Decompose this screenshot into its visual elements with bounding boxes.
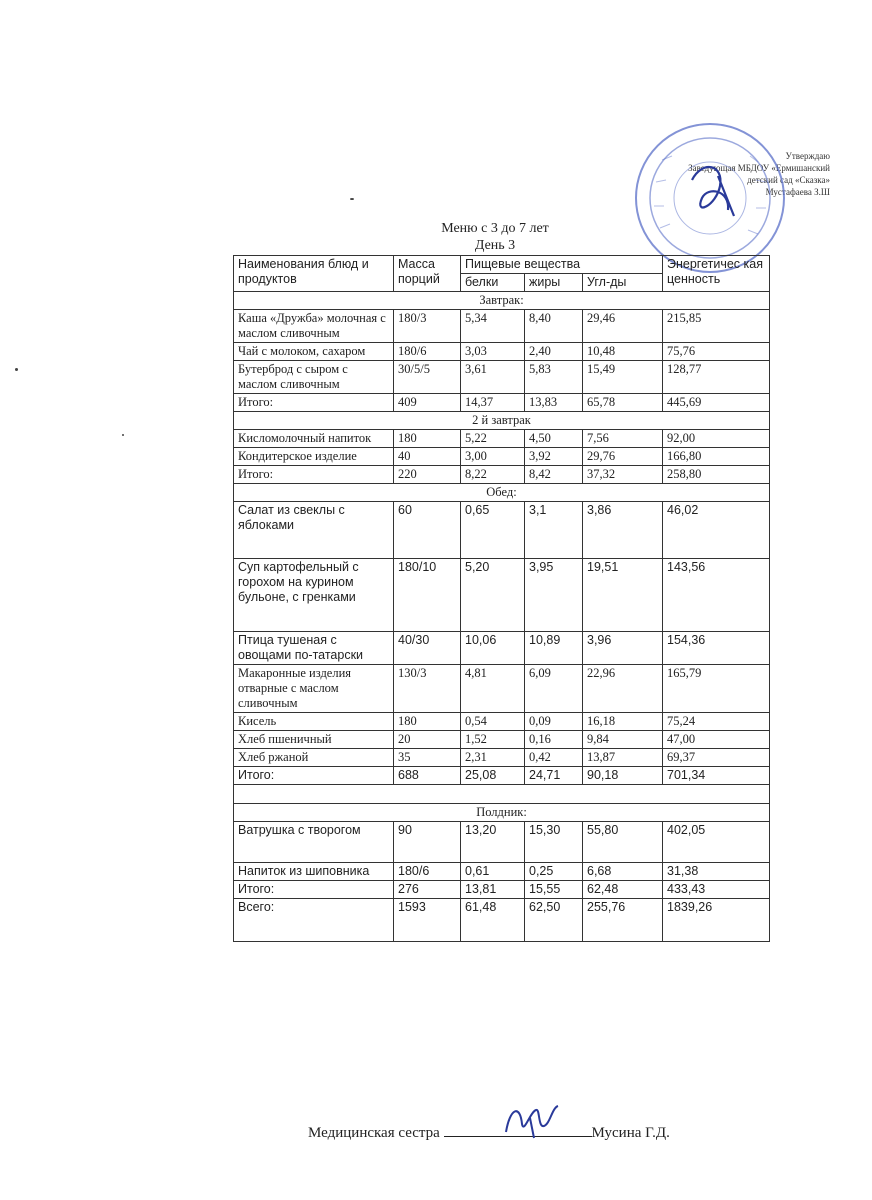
- section-title: Полдник:: [234, 804, 770, 822]
- cell-fat: 24,71: [525, 767, 583, 785]
- cell-name: Суп картофельный с горохом на курином бульоне, с гренками: [234, 559, 394, 632]
- cell-carbs: 6,68: [583, 863, 663, 881]
- cell-name: Чай с молоком, сахаром: [234, 343, 394, 361]
- cell-protein: 4,81: [461, 665, 525, 713]
- grand-total-row: [234, 899, 770, 942]
- cell-protein: 1,52: [461, 731, 525, 749]
- section-title: 2 й завтрак: [234, 412, 770, 430]
- table-row: [234, 863, 770, 881]
- cell-mass: 180: [394, 713, 461, 731]
- cell-carbs: 29,76: [583, 448, 663, 466]
- cell-name: Ватрушка с творогом: [234, 822, 394, 863]
- table-row: [234, 502, 770, 559]
- cell-energy: 128,77: [663, 361, 770, 394]
- cell-fat: 3,95: [525, 559, 583, 632]
- cell-carbs: 62,48: [583, 881, 663, 899]
- total-mass: 1593: [394, 899, 461, 942]
- header-carbs: Угл-ды: [583, 274, 663, 292]
- cell-fat: 3,1: [525, 502, 583, 559]
- cell-name: Хлеб ржаной: [234, 749, 394, 767]
- cell-energy: 47,00: [663, 731, 770, 749]
- cell-protein: 25,08: [461, 767, 525, 785]
- cell-carbs: 7,56: [583, 430, 663, 448]
- cell-mass: 40: [394, 448, 461, 466]
- cell-name: Итого:: [234, 881, 394, 899]
- cell-fat: 13,83: [525, 394, 583, 412]
- cell-name: Хлеб пшеничный: [234, 731, 394, 749]
- cell-fat: 15,55: [525, 881, 583, 899]
- table-row: [234, 466, 770, 484]
- total-energy: 1839,26: [663, 899, 770, 942]
- day-label: День 3: [474, 238, 516, 253]
- cell-carbs: 55,80: [583, 822, 663, 863]
- cell-energy: 258,80: [663, 466, 770, 484]
- cell-mass: 180/6: [394, 863, 461, 881]
- cell-name: Итого:: [234, 394, 394, 412]
- cell-mass: 220: [394, 466, 461, 484]
- table-row: [234, 361, 770, 394]
- cell-name: Бутерброд с сыром с маслом сливочным: [234, 361, 394, 394]
- cell-protein: 2,31: [461, 749, 525, 767]
- cell-energy: 215,85: [663, 310, 770, 343]
- cell-mass: 30/5/5: [394, 361, 461, 394]
- cell-fat: 15,30: [525, 822, 583, 863]
- menu-table: [233, 255, 770, 942]
- cell-carbs: 16,18: [583, 713, 663, 731]
- table-row: [234, 665, 770, 713]
- total-name: Всего:: [234, 899, 394, 942]
- scan-speck: [350, 198, 354, 200]
- footer-signature-line: [308, 1122, 670, 1142]
- cell-protein: 5,34: [461, 310, 525, 343]
- director-signature: [692, 167, 734, 216]
- cell-name: Кисломолочный напиток: [234, 430, 394, 448]
- cell-carbs: 19,51: [583, 559, 663, 632]
- total-carbs: 255,76: [583, 899, 663, 942]
- cell-protein: 5,22: [461, 430, 525, 448]
- cell-fat: 8,42: [525, 466, 583, 484]
- cell-name: Итого:: [234, 466, 394, 484]
- section-title: Обед:: [234, 484, 770, 502]
- cell-name: Итого:: [234, 767, 394, 785]
- cell-carbs: 3,96: [583, 632, 663, 665]
- table-row: [234, 767, 770, 785]
- cell-fat: 0,25: [525, 863, 583, 881]
- cell-fat: 0,09: [525, 713, 583, 731]
- cell-energy: 701,34: [663, 767, 770, 785]
- approval-line-1: Утверждаю: [785, 151, 830, 161]
- table-row: [234, 343, 770, 361]
- cell-mass: 409: [394, 394, 461, 412]
- cell-name: Каша «Дружба» молочная с маслом сливочным: [234, 310, 394, 343]
- cell-carbs: 13,87: [583, 749, 663, 767]
- cell-fat: 8,40: [525, 310, 583, 343]
- cell-name: Кондитерское изделие: [234, 448, 394, 466]
- cell-mass: 180/6: [394, 343, 461, 361]
- table-header-row: [234, 256, 770, 274]
- cell-fat: 4,50: [525, 430, 583, 448]
- cell-energy: 92,00: [663, 430, 770, 448]
- cell-energy: 46,02: [663, 502, 770, 559]
- cell-carbs: 29,46: [583, 310, 663, 343]
- cell-carbs: 10,48: [583, 343, 663, 361]
- section-header-row: [234, 292, 770, 310]
- cell-mass: 276: [394, 881, 461, 899]
- total-protein: 61,48: [461, 899, 525, 942]
- cell-protein: 0,54: [461, 713, 525, 731]
- cell-mass: 130/3: [394, 665, 461, 713]
- cell-carbs: 90,18: [583, 767, 663, 785]
- cell-fat: 2,40: [525, 343, 583, 361]
- cell-carbs: 37,32: [583, 466, 663, 484]
- cell-fat: 5,83: [525, 361, 583, 394]
- table-row: [234, 749, 770, 767]
- cell-fat: 3,92: [525, 448, 583, 466]
- approval-line-2: Заведующая МБДОУ «Ермишанский: [688, 163, 830, 173]
- footer-signer: Мусина Г.Д.: [591, 1125, 670, 1141]
- cell-fat: 0,16: [525, 731, 583, 749]
- table-row: [234, 559, 770, 632]
- cell-carbs: 15,49: [583, 361, 663, 394]
- cell-protein: 0,65: [461, 502, 525, 559]
- cell-protein: 3,03: [461, 343, 525, 361]
- header-fat: жиры: [525, 274, 583, 292]
- spacer-row: [234, 785, 770, 804]
- section-title: Завтрак:: [234, 292, 770, 310]
- cell-energy: 433,43: [663, 881, 770, 899]
- cell-energy: 31,38: [663, 863, 770, 881]
- table-row: [234, 448, 770, 466]
- cell-energy: 165,79: [663, 665, 770, 713]
- table-row: [234, 822, 770, 863]
- cell-mass: 35: [394, 749, 461, 767]
- section-header-row: [234, 804, 770, 822]
- cell-protein: 3,61: [461, 361, 525, 394]
- cell-protein: 5,20: [461, 559, 525, 632]
- cell-energy: 402,05: [663, 822, 770, 863]
- cell-fat: 6,09: [525, 665, 583, 713]
- cell-mass: 90: [394, 822, 461, 863]
- cell-carbs: 3,86: [583, 502, 663, 559]
- cell-mass: 40/30: [394, 632, 461, 665]
- header-protein: белки: [461, 274, 525, 292]
- header-energy: Энергетичес кая ценность: [663, 256, 770, 292]
- table-row: [234, 310, 770, 343]
- table-row: [234, 731, 770, 749]
- cell-name: Кисель: [234, 713, 394, 731]
- cell-protein: 13,81: [461, 881, 525, 899]
- scan-speck: [122, 434, 124, 436]
- cell-energy: 166,80: [663, 448, 770, 466]
- header-name: Наименования блюд и продуктов: [234, 256, 394, 292]
- nurse-signature: [500, 1098, 570, 1140]
- footer-role: Медицинская сестра: [308, 1125, 440, 1141]
- approval-line-3: детский сад «Сказка»: [747, 175, 830, 185]
- cell-energy: 154,36: [663, 632, 770, 665]
- table-row: [234, 430, 770, 448]
- header-nutrients: Пищевые вещества: [461, 256, 663, 274]
- scan-speck: [15, 368, 18, 371]
- section-header-row: [234, 484, 770, 502]
- approval-line-4: Мустафаева З.Ш: [765, 187, 830, 197]
- cell-name: Макаронные изделия отварные с маслом сливочным: [234, 665, 394, 713]
- cell-protein: 8,22: [461, 466, 525, 484]
- cell-fat: 10,89: [525, 632, 583, 665]
- cell-mass: 60: [394, 502, 461, 559]
- cell-energy: 69,37: [663, 749, 770, 767]
- cell-carbs: 65,78: [583, 394, 663, 412]
- cell-protein: 3,00: [461, 448, 525, 466]
- table-row: [234, 713, 770, 731]
- cell-name: Напиток из шиповника: [234, 863, 394, 881]
- table-row: [234, 881, 770, 899]
- total-fat: 62,50: [525, 899, 583, 942]
- cell-protein: 0,61: [461, 863, 525, 881]
- cell-protein: 10,06: [461, 632, 525, 665]
- cell-protein: 14,37: [461, 394, 525, 412]
- spacer-cell: [234, 785, 770, 804]
- cell-carbs: 22,96: [583, 665, 663, 713]
- cell-protein: 13,20: [461, 822, 525, 863]
- cell-carbs: 9,84: [583, 731, 663, 749]
- cell-energy: 143,56: [663, 559, 770, 632]
- cell-mass: 180/3: [394, 310, 461, 343]
- cell-mass: 180/10: [394, 559, 461, 632]
- cell-fat: 0,42: [525, 749, 583, 767]
- cell-energy: 75,76: [663, 343, 770, 361]
- cell-energy: 75,24: [663, 713, 770, 731]
- cell-mass: 20: [394, 731, 461, 749]
- table-row: [234, 632, 770, 665]
- section-header-row: [234, 412, 770, 430]
- cell-mass: 180: [394, 430, 461, 448]
- table-row: [234, 394, 770, 412]
- cell-name: Салат из свеклы с яблоками: [234, 502, 394, 559]
- menu-title: Меню с 3 до 7 лет: [441, 221, 549, 236]
- cell-name: Птица тушеная с овощами по-татарски: [234, 632, 394, 665]
- cell-energy: 445,69: [663, 394, 770, 412]
- header-mass: Масса порций: [394, 256, 461, 292]
- cell-mass: 688: [394, 767, 461, 785]
